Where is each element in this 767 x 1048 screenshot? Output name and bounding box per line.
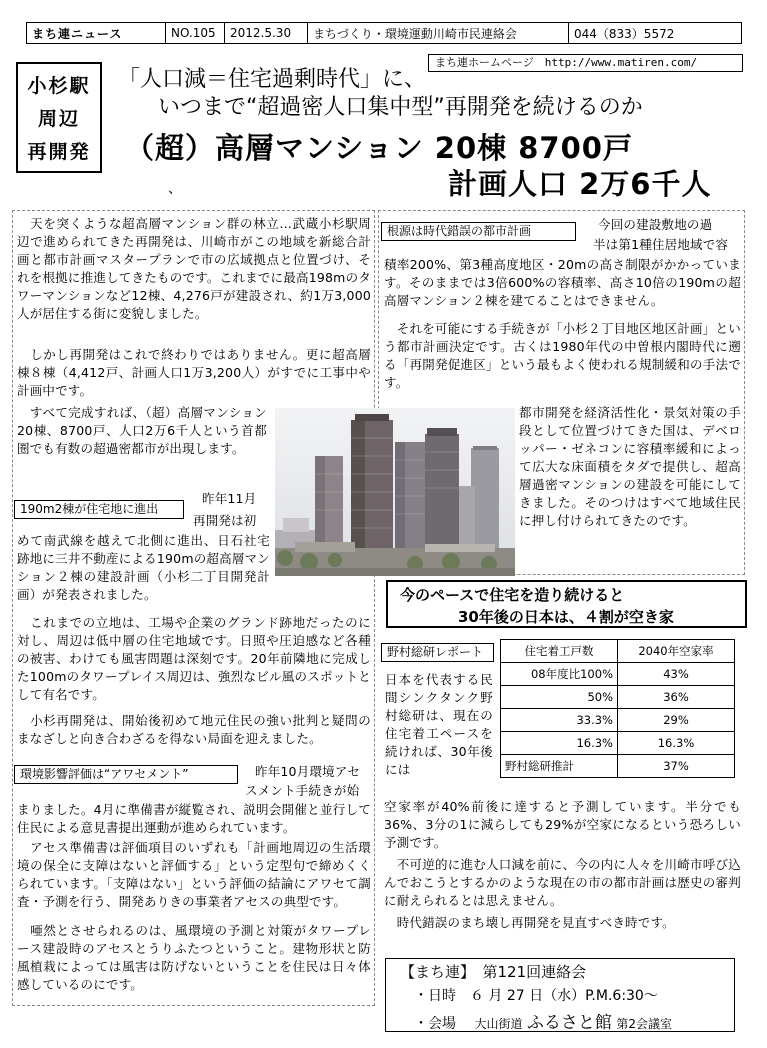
newsletter-header [26, 22, 742, 44]
area-label-line: 小杉駅 [27, 75, 91, 97]
meeting-place [414, 1008, 672, 1033]
table-header-starts: 住宅着工戸数 [501, 640, 618, 663]
tower-mansions-illustration [275, 408, 515, 576]
table-cell-starts: 08年度比100% [501, 663, 618, 686]
section-label-190m: 190m2棟が住宅地に進出 [14, 500, 184, 519]
headline-line-3: （超）高層マンション 20棟 8700戸 [125, 131, 633, 165]
vacancy-forecast-table [500, 639, 735, 778]
left-para-2: しかし再開発はこれで終わりではありません。更に超高層棟８棟（4,412戸、計画人口1万3,200人）がすでに工事中や計画中です。 [17, 347, 371, 398]
headline-line-1: 「人口減＝住宅過剰時代」に、 [118, 67, 427, 92]
left-para-7-part-c: まりました。4月に準備書が縦覧され、説明会開催と並行して住民による意見書提出運動が進められています。 [17, 802, 371, 835]
vacancy-headline-line-2: 30年後の日本は、４割が空き家 [458, 608, 674, 626]
table-row [501, 663, 735, 686]
section-label-assessment: 環境影響評価は“アワセメント” [14, 765, 238, 784]
table-header-vacancy: 2040年空家率 [618, 640, 735, 663]
right-para-3: 都市開発を経済活性化・景気対策の手段として位置づけてきた国は、デベロッパー・ゼネコンに容積率緩和によって広大な床面積をタダで提供し、超高層過密マンションの建設を可能にしてきました。そのつけはすべて地域住民に押し付けられてきたのです。 [519, 405, 741, 528]
left-para-8: アセス準備書は評価項目のいずれも「計画地周辺の生活環境の保全に支障はないと評価する」という定型句で締めくくられています。「支障はない」という評価の結論にアワセて調査・予測を行う、開発ありきの事業者アセスの典型です。 [17, 840, 371, 909]
issue-date: 2012.5.30 [225, 23, 308, 43]
left-para-9: 唖然とさせられるのは、風環境の予測と対策がタワープレース建設時のアセスとうりふたつということ。建物形状と防風植栽によっては風害は防げないということを住民は日々体感しているのにです。 [17, 923, 371, 992]
meeting-title: 【まち連】 第121回連絡会 [400, 963, 587, 981]
table-cell-starts: 16.3% [501, 732, 618, 755]
tower-mansions-photo [275, 408, 515, 576]
meeting-place-venue: ふるさと館 [526, 1013, 612, 1033]
left-para-7-part-a: 昨年10月環境アセ [255, 764, 361, 779]
right-para-1-part-a: 今回の建設敷地の過 [598, 217, 713, 232]
table-cell-starts: 野村総研推計 [501, 755, 618, 778]
headline-line-4: 計画人口 2万6千人 [448, 167, 712, 201]
left-para-4-part-b: 再開発は初 [193, 513, 257, 528]
issue-number: NO.105 [166, 23, 225, 43]
left-para-6: 小杉再開発は、開始後初めて地元住民の強い批判と疑問のまなざしと向き合わざるを得ない局面を迎えました。 [17, 713, 371, 746]
section-label-root-cause: 根源は時代錯誤の都市計画 [381, 222, 576, 241]
left-para-4-part-c: めて南武線を越えて北側に進出、日石社宅跡地に三井不動産による190mの超高層マンション２棟の建設計画（小杉二丁目開発計画）が発表されました。 [17, 533, 270, 602]
right-para-1-part-c: 積率200%、第3種高度地区・20mの高さ制限がかかっています。そのままでは3倍600%の容積率、高さ10倍の190mの超高層マンション２棟を建てることはできません。 [384, 257, 741, 308]
table-cell-starts: 33.3% [501, 709, 618, 732]
meeting-date: ・日時 ６ 月 27 日（水）P.M.6:30～ [414, 988, 658, 1004]
stray-mark: 、 [168, 181, 182, 197]
table-header-row [501, 640, 735, 663]
right-para-2: それを可能にする手続きが「小杉２丁目地区地区計画」という都市計画決定です。古くは1980年代の中曽根内閣時代に遡る「再開発促進区」という最もよく使われる規制緩和の手法です。 [384, 321, 741, 390]
phone-number: 044（833）5572 [574, 26, 675, 41]
table-row [501, 709, 735, 732]
left-para-3: すべて完成すれば、（超）高層マンション20棟、8700戸、人口2万6千人という首都圏でも有数の超過密都市が出現します。 [17, 405, 267, 456]
meeting-place-room: 第2会議室 [616, 1017, 673, 1031]
vacancy-headline-line-1: 今のペースで住宅を造り続けると [400, 586, 625, 604]
table-row [501, 755, 735, 778]
meeting-place-label: ・会場 [414, 1016, 456, 1032]
newsletter-name: まち連ニュース [27, 23, 166, 43]
area-label-line: 周辺 [37, 108, 80, 130]
left-para-1: 天を突くような超高層マンション群の林立…武蔵小杉駅周辺で進められてきた再開発は、川崎市がこの地域を新総合計画と都市計画マスタープランで市の広域拠点と位置づけ、それを根拠に推進してきたものです。これまでに最高198mのタワーマンションなど12棟、4,276戸が建設され、約1万3,000人が居住する街に変貌しました。 [17, 216, 371, 321]
right-para-1-part-b: 半は第1種住居地域で容 [593, 237, 729, 252]
headline-line-2: いつまで“超過密人口集中型”再開発を続けるのか [158, 95, 643, 120]
table-row [501, 686, 735, 709]
left-para-4-part-a: 昨年11月 [202, 491, 257, 506]
table-cell-starts: 50% [501, 686, 618, 709]
right-para-b: 不可逆的に進む人口減を前に、今の内に人々を川崎市呼び込んでおこうとするかのような現在の市の都市計画は歴史の審判に耐えられるとは思えません。 [384, 857, 741, 908]
table-cell-vacancy: 43% [618, 663, 735, 686]
homepage-url: まち連ホームページ http://www.matiren.com/ [428, 54, 743, 72]
area-label-box [16, 62, 102, 173]
nomura-side-text: 日本を代表する民間シンクタンク野村総研は、現在の住宅着工ペースを続ければ、30年後には [385, 672, 493, 777]
section-label-nomura: 野村総研レポート [381, 643, 494, 662]
table-row [501, 732, 735, 755]
table-cell-vacancy: 37% [618, 755, 735, 778]
table-cell-vacancy: 16.3% [618, 732, 735, 755]
nomura-after-text: 空家率が40%前後に達すると予測しています。半分でも36%、3分の1に減らしても29%が空家になるという恐ろしい予測です。 [384, 799, 741, 850]
meeting-notice-box [385, 958, 735, 1032]
meeting-place-road: 大山街道 [474, 1017, 523, 1031]
left-para-7-part-b: スメント手続きが始 [245, 783, 360, 798]
left-para-5: これまでの立地は、工場や企業のグランド跡地だったのに対し、周辺は低中層の住宅地域です。日照や圧迫感など各種の被害、わけても風害問題は深刻です。20年前隣地に完成した100mのタワープレイス周辺は、強烈なビル風のスポットとして有名です。 [17, 615, 371, 702]
area-label-line: 再開発 [27, 141, 91, 163]
table-cell-vacancy: 29% [618, 709, 735, 732]
table-cell-vacancy: 36% [618, 686, 735, 709]
right-para-c: 時代錯誤のまち壊し再開発を見直すべき時です。 [384, 915, 675, 930]
vacancy-headline-box [386, 580, 747, 628]
organization-name: まちづくり・環境運動川崎市民連絡会 [308, 23, 569, 43]
